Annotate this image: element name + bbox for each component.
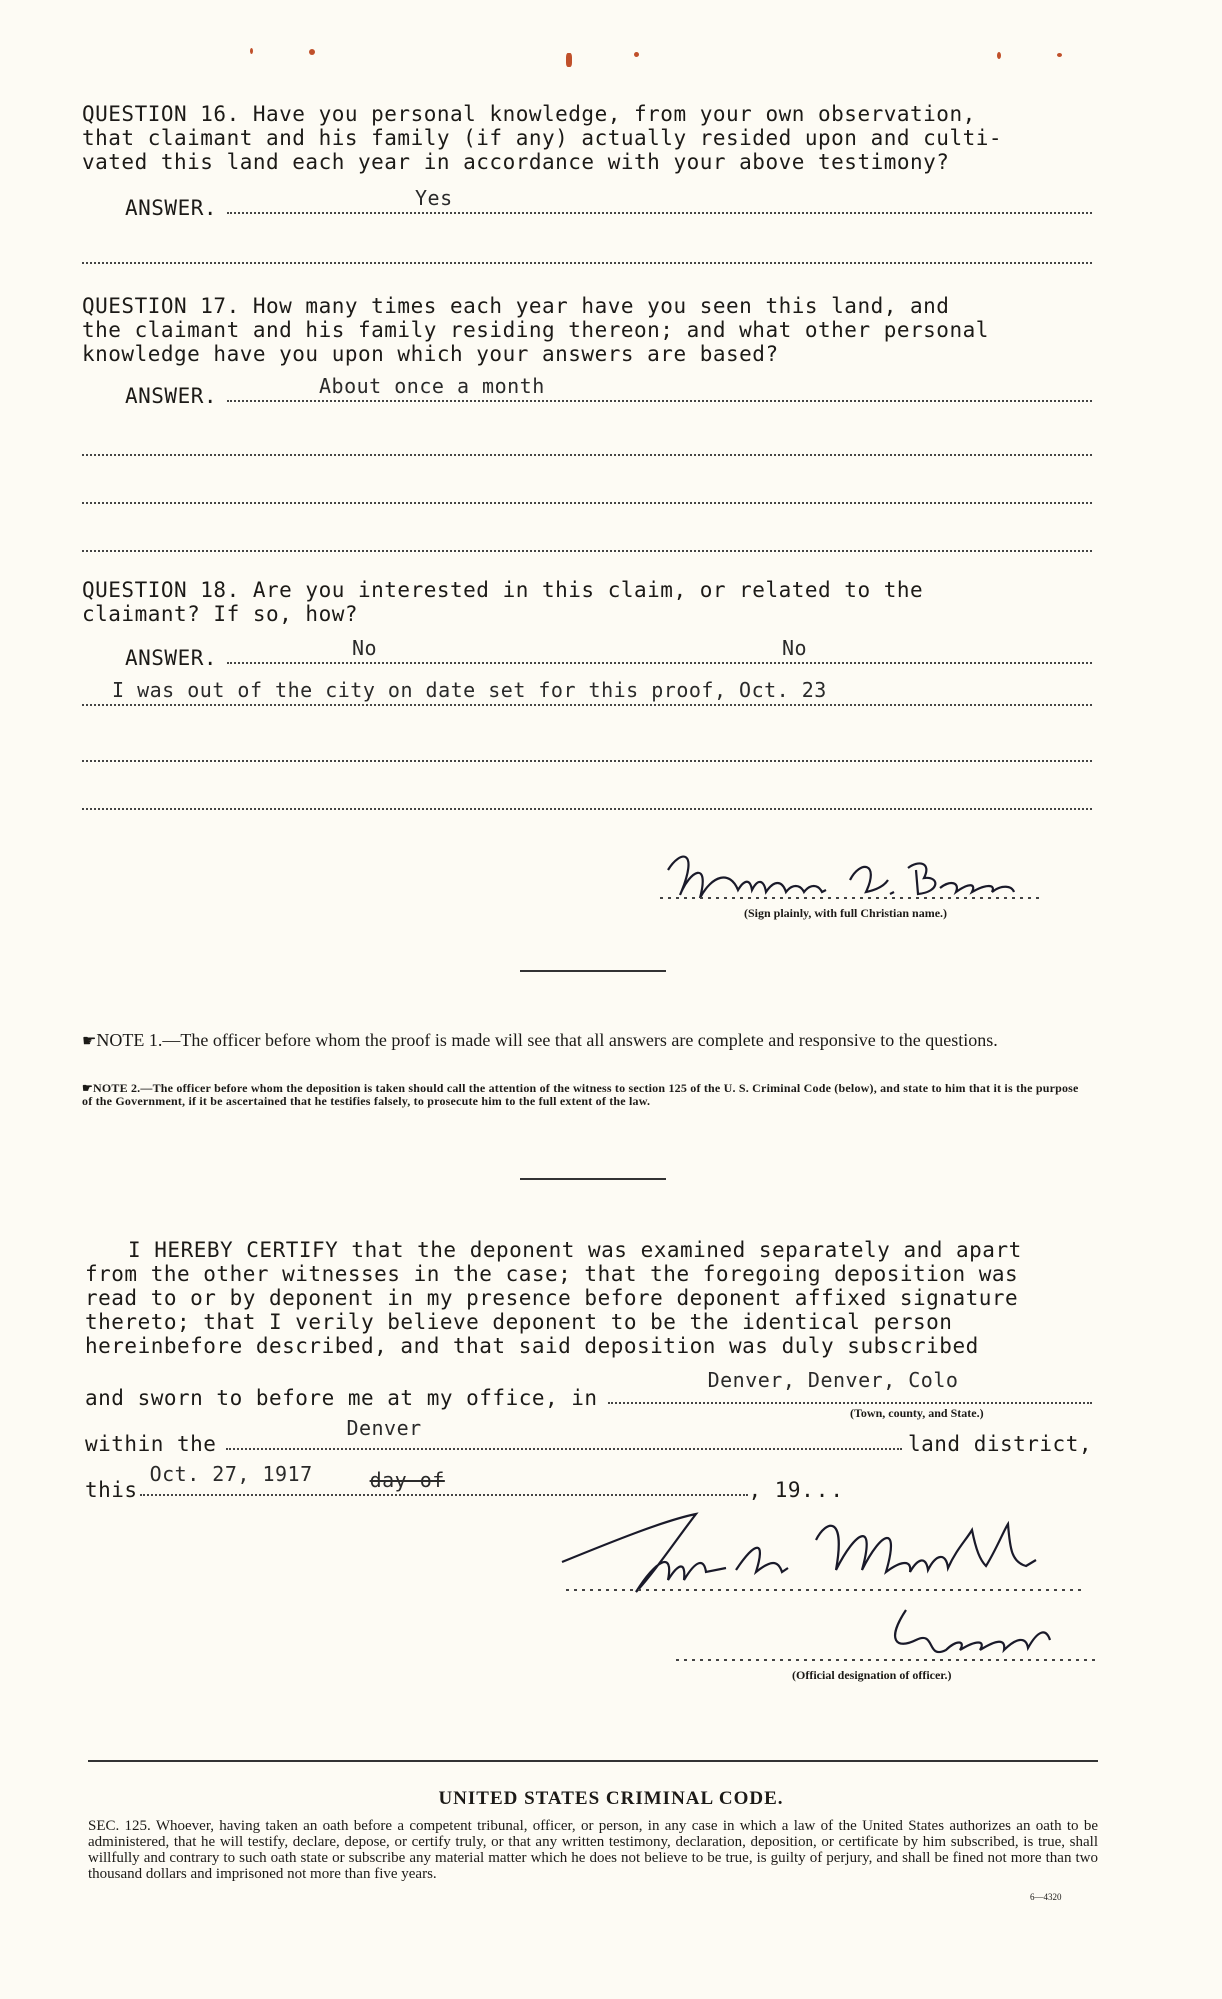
answer-16-extra-line — [82, 262, 1092, 264]
within-label: within the — [85, 1432, 217, 1456]
question-17-line: the claimant and his family residing thereon; and what other personal — [82, 318, 989, 342]
answer-16-row — [125, 186, 1092, 220]
answer-17-extra-line — [82, 502, 1092, 504]
answer-18-extra-field — [82, 678, 1092, 706]
answer-18-extra-row — [82, 678, 1092, 712]
red-ink-mark — [1057, 53, 1062, 57]
divider — [520, 970, 666, 972]
question-17-line: QUESTION 17. How many times each year have you seen this land, and — [82, 294, 950, 318]
certify-line: hereinbefore described, and that said deposition was duly subscribed — [85, 1334, 979, 1358]
answer-17-text: About once a month — [319, 374, 545, 398]
answer-label: ANSWER. — [125, 196, 218, 220]
question-16 — [82, 102, 1092, 174]
red-ink-mark — [566, 53, 572, 67]
question-16-line: QUESTION 16. Have you personal knowledge, from your own observation, — [82, 102, 976, 126]
officer-title — [1000, 1640, 1004, 1641]
red-ink-mark — [997, 52, 1001, 59]
officer-caption: (Official designation of officer.) — [792, 1668, 952, 1682]
note-2: ☛NOTE 2.—The officer before whom the deposition is taken should call the attention of the witness to section 125 of the U. S. Criminal Code (below), and state to him that it is the purpose of the Government, if it be ascertained that he testifies falsely, to prosecute him to the full extent of the law. — [82, 1081, 1079, 1108]
answer-18-text: No — [352, 636, 378, 660]
date-field — [140, 1462, 749, 1496]
district-row — [85, 1416, 1092, 1456]
day-of-struck: day of — [369, 1468, 445, 1492]
date-text: Oct. 27, 1917 — [149, 1462, 313, 1486]
answer-18-extra-line — [82, 760, 1092, 762]
answer-label: ANSWER. — [125, 384, 218, 408]
answer-17-extra-line — [82, 550, 1092, 552]
red-ink-mark — [250, 48, 253, 54]
sworn-label: and sworn to before me at my office, in — [85, 1386, 598, 1410]
certify-line: read to or by deponent in my presence before deponent affixed signature — [85, 1286, 1019, 1310]
question-17 — [82, 294, 1092, 366]
note-1: ☛NOTE 1.—The officer before whom the proof is made will see that all answers are complete and responsive to the questions. — [82, 1030, 998, 1050]
answer-18-field — [227, 636, 1092, 664]
answer-16-text: Yes — [415, 186, 453, 210]
question-17-line: knowledge have you upon which your answers are based? — [82, 342, 779, 366]
location-text: Denver, Denver, Colo — [707, 1368, 959, 1392]
criminal-code-title: UNITED STATES CRIMINAL CODE. — [438, 1788, 784, 1809]
divider — [520, 1178, 666, 1180]
criminal-code-text: SEC. 125. Whoever, having taken an oath before a competent tribunal, officer, or person, in any case in which a law of the United States authorizes an oath to be administered, that he will testify, declare, depose, or certify truly, or that any written testimony, declaration, deposition, or certificate by him subscribed, is true, shall willfully and contrary to such oath state or subscribe any material matter which he does not believe to be true, is guilty of perjury, and shall be fined not more than two thousand dollars and imprisoned not more than five years. — [88, 1818, 1098, 1882]
answer-16-field — [227, 186, 1092, 214]
question-16-line: that claimant and his family (if any) actually resided upon and culti- — [82, 126, 1003, 150]
red-ink-mark — [309, 49, 315, 55]
officer-signature — [556, 1500, 1096, 1680]
certify-line: thereto; that I verily believe deponent to be the identical person — [85, 1310, 953, 1334]
answer-17-field — [227, 374, 1092, 402]
answer-17-extra-line — [82, 454, 1092, 456]
year-suffix: , 19 — [748, 1478, 802, 1502]
red-ink-mark — [634, 52, 639, 57]
answer-18-extra-line — [82, 808, 1092, 810]
certify-line: I HEREBY CERTIFY that the deponent was examined separately and apart — [128, 1238, 1022, 1262]
certify-line: from the other witnesses in the case; that the foregoing deposition was — [85, 1262, 1019, 1286]
year-blank: ... — [801, 1478, 845, 1502]
district-suffix: land district, — [907, 1432, 1092, 1456]
this-label: this — [85, 1478, 138, 1502]
date-row — [85, 1462, 845, 1502]
certification-text — [85, 1238, 1092, 1358]
signature-caption: (Sign plainly, with full Christian name.) — [744, 906, 948, 920]
answer-17-row — [125, 374, 1092, 408]
pointing-hand-icon: ☛ — [82, 1033, 97, 1050]
form-number: 6—4320 — [1030, 1892, 1062, 1902]
district-text: Denver — [346, 1416, 422, 1440]
answer-18-extra-text: I was out of the city on date set for this proof, Oct. 23 — [112, 678, 827, 702]
question-16-line: vated this land each year in accordance with your above testimony? — [82, 150, 950, 174]
answer-18-row — [125, 636, 1092, 670]
question-18-line: claimant? If so, how? — [82, 602, 359, 626]
question-18 — [82, 578, 1092, 626]
location-caption: (Town, county, and State.) — [850, 1406, 984, 1420]
location-field — [608, 1368, 1092, 1404]
question-18-line: QUESTION 18. Are you interested in this claim, or related to the — [82, 578, 924, 602]
answer-label: ANSWER. — [125, 646, 218, 670]
district-field — [226, 1416, 902, 1450]
pointing-hand-icon: ☛ — [82, 1081, 93, 1095]
answer-18-text-2: No — [782, 636, 808, 660]
divider — [88, 1760, 1098, 1762]
